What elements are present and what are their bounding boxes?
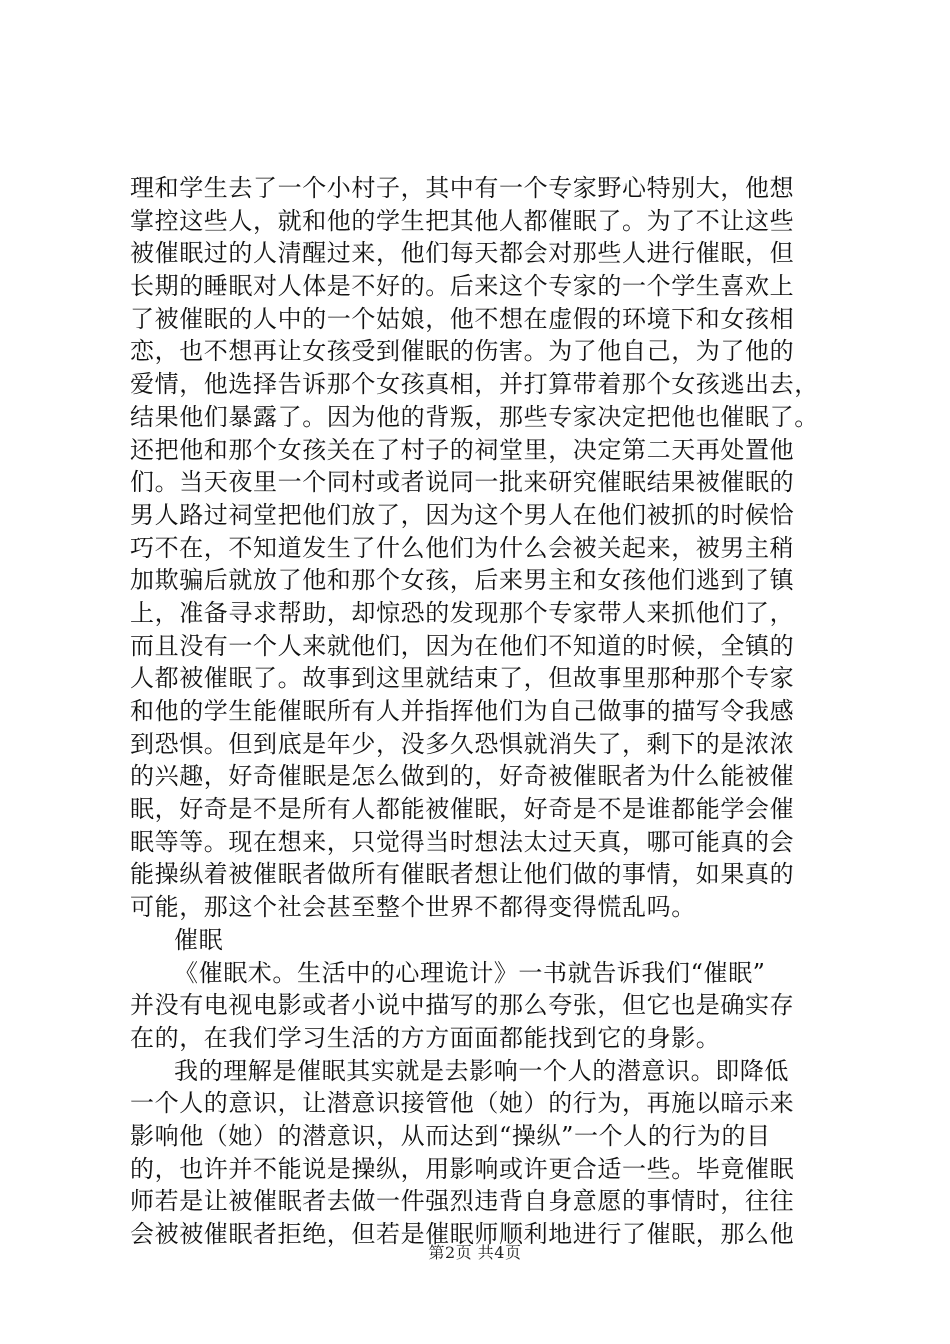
text-line: 长期的睡眠对人体是不好的。后来这个专家的一个学生喜欢上	[130, 272, 795, 301]
text-line: 们。当天夜里一个同村或者说同一批来研究催眠结果被催眠的	[130, 468, 795, 497]
text-line: 到恐惧。但到底是年少，没多久恐惧就消失了，剩下的是浓浓	[130, 729, 795, 758]
text-line: 影响他（她）的潜意识，从而达到“操纵”一个人的行为的目	[130, 1121, 771, 1150]
text-line: 在的，在我们学习生活的方方面面都能找到它的身影。	[130, 1023, 721, 1052]
text-line: 我的理解是催眠其实就是去影响一个人的潜意识。即降低	[174, 1056, 789, 1085]
text-line: 掌控这些人，就和他的学生把其他人都催眠了。为了不让这些	[130, 206, 795, 235]
text-line: 了被催眠的人中的一个姑娘，他不想在虚假的环境下和女孩相	[130, 304, 795, 333]
text-line: 的，也许并不能说是操纵，用影响或许更合适一些。毕竟催眠	[130, 1154, 795, 1183]
section-heading: 催眠	[174, 925, 224, 954]
text-line: 被催眠过的人清醒过来，他们每天都会对那些人进行催眠，但	[130, 239, 795, 268]
text-line: 会被被催眠者拒绝，但若是催眠师顺利地进行了催眠，那么他	[130, 1220, 795, 1248]
text-line: 一个人的意识，让潜意识接管他（她）的行为，再施以暗示来	[130, 1089, 795, 1118]
document-body	[130, 172, 830, 1251]
text-line: 而且没有一个人来就他们，因为在他们不知道的时候，全镇的	[130, 631, 795, 660]
text-line: 的兴趣，好奇催眠是怎么做到的，好奇被催眠者为什么能被催	[130, 762, 795, 791]
paragraph-book-intro	[130, 957, 830, 1055]
text-line: 眠，好奇是不是所有人都能被催眠，好奇是不是谁都能学会催	[130, 795, 795, 824]
text-line: 恋，也不想再让女孩受到催眠的伤害。为了他自己，为了他的	[130, 337, 795, 366]
paragraph-understanding	[130, 1055, 830, 1251]
text-line: 并没有电视电影或者小说中描写的那么夸张，但它也是确实存	[130, 991, 795, 1020]
text-line: 男人路过祠堂把他们放了，因为这个男人在他们被抓的时候恰	[130, 500, 795, 529]
text-line: 《催眠术。生活中的心理诡计》一书就告诉我们“催眠”	[174, 958, 766, 987]
text-line: 人都被催眠了。故事到这里就结束了，但故事里那种那个专家	[130, 664, 795, 693]
text-line: 理和学生去了一个小村子，其中有一个专家野心特别大，他想	[130, 174, 795, 202]
text-line: 还把他和那个女孩关在了村子的祠堂里，决定第二天再处置他	[130, 435, 795, 464]
text-line: 爱情，他选择告诉那个女孩真相，并打算带着那个女孩逃出去，	[130, 370, 819, 399]
text-line: 上，准备寻求帮助，却惊恐的发现那个专家带人来抓他们了，	[130, 598, 795, 627]
text-line: 和他的学生能催眠所有人并指挥他们为自己做事的描写令我感	[130, 697, 795, 725]
text-line: 加欺骗后就放了他和那个女孩，后来男主和女孩他们逃到了镇	[130, 566, 795, 595]
text-line: 可能，那这个社会甚至整个世界不都得变得慌乱吗。	[130, 893, 696, 922]
paragraph-story	[130, 172, 830, 924]
page-number: 第2页 共4页	[428, 1243, 522, 1262]
text-line: 结果他们暴露了。因为他的背叛，那些专家决定把他也催眠了。	[130, 402, 819, 431]
text-line: 师若是让被催眠者去做一件强烈违背自身意愿的事情时，往往	[130, 1187, 795, 1216]
text-line: 能操纵着被催眠者做所有催眠者想让他们做的事情，如果真的	[130, 860, 795, 889]
text-line: 巧不在，不知道发生了什么他们为什么会被关起来，被男主稍	[130, 533, 795, 562]
text-line: 眠等等。现在想来，只觉得当时想法太过天真，哪可能真的会	[130, 827, 795, 856]
